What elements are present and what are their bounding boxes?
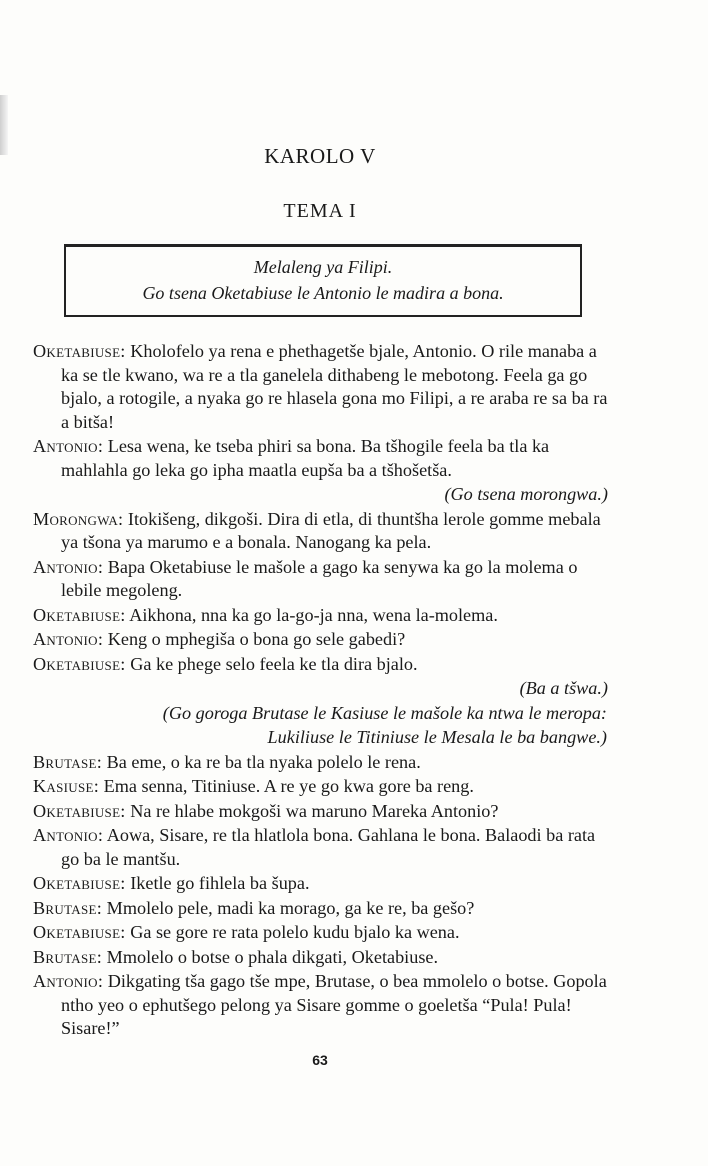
speaker-name: Oketabiuse:: [33, 800, 126, 821]
speech: [33, 872, 613, 896]
speech: [33, 508, 613, 555]
speaker-name: Brutase:: [33, 751, 103, 772]
speaker-name: Brutase:: [33, 897, 103, 918]
setting-line: Go tsena Oketabiuse le Antonio le madira a bona.: [142, 283, 504, 303]
speech: [33, 604, 613, 628]
speaker-name: Antonio:: [33, 556, 104, 577]
speaker-name: Brutase:: [33, 946, 103, 967]
speech: [33, 800, 613, 824]
page-number: 63: [312, 1052, 328, 1068]
speaker-name: Morongwa:: [33, 508, 124, 529]
setting-line: Melaleng ya Filipi.: [253, 257, 393, 277]
speech-text: Iketle go fihlela ba šupa.: [130, 873, 310, 893]
speech: [33, 946, 613, 970]
speaker-name: Antonio:: [33, 436, 104, 456]
speech-text: Ba eme, o ka re ba tla nyaka polelo le rena.: [106, 751, 421, 772]
speech-text: Ga se gore re rata polelo kudu bjalo ka wena.: [130, 922, 460, 942]
speech: [33, 897, 613, 921]
speech: [33, 921, 613, 945]
speech-text: Ga ke phege selo feela ke tla dira bjalo.: [130, 653, 418, 674]
speaker-name: Antonio:: [33, 971, 104, 991]
speech-text: Aikhona, nna ka go la-go-ja nna, wena la-molema.: [129, 604, 498, 625]
speech-text: Aowa, Sisare, re tla hlatlola bona. Gahlana le bona. Balaodi ba rata go ba le mantšu.: [61, 825, 596, 869]
speech: [33, 824, 613, 871]
stage-direction: (Go goroga Brutase le Kasiuse le mašole ka ntwa le meropa:: [162, 702, 607, 723]
speech-text: Mmolelo o botse o phala dikgati, Oketabiuse.: [106, 946, 439, 967]
speech-text: Bapa Oketabiuse le mašole a gago ka senywa ka go la molema o lebile megoleng.: [61, 556, 578, 600]
stage-direction: (Ba a tšwa.): [519, 678, 608, 698]
speaker-name: Antonio:: [33, 825, 104, 845]
speech-text: Keng o mphegiša o bona go sele gabedi?: [107, 629, 406, 649]
speech: [33, 653, 613, 677]
speech: [33, 775, 613, 799]
act-heading: KAROLO V: [264, 144, 376, 168]
speech: [33, 340, 613, 434]
stage-direction: Lukiliuse le Titiniuse le Mesala le ba bangwe.): [267, 727, 607, 747]
speaker-name: Oketabiuse:: [33, 873, 126, 893]
setting-box: [64, 244, 582, 317]
stage-direction: (Go tsena morongwa.): [444, 484, 608, 504]
speaker-name: Oketabiuse:: [33, 922, 126, 942]
dialogue: [33, 340, 613, 1042]
speech: [33, 556, 613, 603]
speech-text: Itokišeng, dikgoši. Dira di etla, di thuntšha lerole gomme mebala ya tšona ya marumo e a bonala. Nanogang ka pela.: [61, 508, 601, 552]
speaker-name: Antonio:: [33, 629, 104, 649]
speech: [33, 970, 613, 1041]
speaker-name: Oketabiuse:: [33, 653, 126, 674]
speech-text: Na re hlabe mokgoši wa maruno Mareka Antonio?: [130, 800, 499, 821]
speech: [33, 628, 613, 652]
speaker-name: Oketabiuse:: [33, 341, 126, 361]
speech-text: Lesa wena, ke tseba phiri sa bona. Ba tšhogile feela ba tla ka mahlahla go leka go ipha maatla eupša ba a tšhošetša.: [61, 436, 550, 480]
speech: [33, 751, 613, 775]
speech-text: Ema senna, Titiniuse. A re ye go kwa gore ba reng.: [103, 776, 474, 796]
speaker-name: Kasiuse:: [33, 776, 100, 796]
speech-text: Kholofelo ya rena e phethagetše bjale, Antonio. O rile manaba a ka se tle kwano, wa re a tla ganelela dithabeng le mebotong. Feela ga go bjalo, a rotogile, a nyaka go re hlasela gona mo Filipi, a re araba re sa ba ra a bitša!: [61, 341, 608, 432]
speaker-name: Oketabiuse:: [33, 604, 126, 625]
speech: [33, 435, 613, 482]
speech-text: Dikgating tša gago tše mpe, Brutase, o bea mmolelo o botse. Gopola ntho yeo o ephutšego pelong ya Sisare gomme o goeletša “Pula! Pula! Sisare!”: [61, 971, 607, 1038]
scene-heading: TEMA I: [283, 200, 357, 222]
speech-text: Mmolelo pele, madi ka morago, ga ke re, ba gešo?: [106, 897, 475, 918]
